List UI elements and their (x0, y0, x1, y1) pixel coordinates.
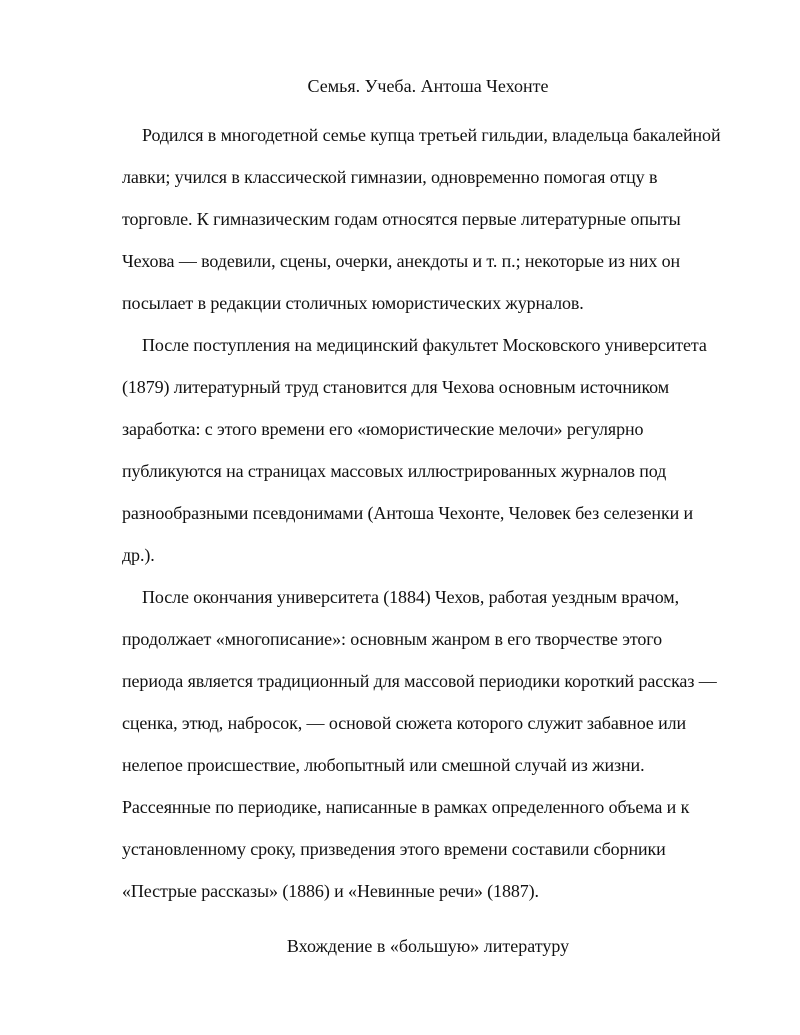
section-title-big-literature: Вхождение в «большую» литературу (286, 936, 570, 956)
section-body-family (122, 114, 747, 912)
paragraph-line: посылает в редакции столичных юмористических журналов. (122, 293, 584, 313)
section-title-family: Семья. Учеба. Антоша Чехонте (307, 76, 549, 96)
paragraph-line: установленному сроку, призведения этого времени составили сборники (122, 839, 666, 859)
paragraph-line: (1879) литературный труд становится для Чехова основным источником (122, 377, 670, 397)
paragraph-line: продолжает «многописание»: основным жанром в его творчестве этого (122, 629, 663, 649)
paragraph-line: После поступления на медицинский факультет Московского университета (142, 335, 707, 355)
paragraph-line: Чехова — водевили, сцены, очерки, анекдоты и т. п.; некоторые из них он (122, 251, 681, 271)
paragraph-line: лавки; учился в классической гимназии, одновременно помогая отцу в (122, 167, 658, 187)
paragraph-graduation (122, 576, 747, 912)
paragraph-line: торговле. К гимназическим годам относятся первые литературные опыты (122, 209, 681, 229)
paragraph-line: заработка: с этого времени его «юмористические мелочи» регулярно (122, 419, 644, 439)
paragraph-line: др.). (122, 545, 155, 565)
paragraph-line: Рассеянные по периодике, написанные в рамках определенного объема и к (122, 797, 690, 817)
paragraph-university (122, 324, 747, 576)
paragraph-line: нелепое происшествие, любопытный или смешной случай из жизни. (122, 755, 645, 775)
paragraph-line: периода является традиционный для массовой периодики короткий рассказ — (122, 671, 717, 691)
paragraph-line: После окончания университета (1884) Чехов, работая уездным врачом, (142, 587, 679, 607)
paragraph-line: «Пестрые рассказы» (1886) и «Невинные речи» (1887). (122, 881, 539, 901)
paragraph-line: Родился в многодетной семье купца третьей гильдии, владельца бакалейной (142, 125, 721, 145)
paragraph-line: публикуются на страницах массовых иллюстрированных журналов под (122, 461, 667, 481)
paragraph-line: сценка, этюд, набросок, — основой сюжета которого служит забавное или (122, 713, 687, 733)
paragraph-birth (122, 114, 747, 324)
paragraph-line: разнообразными псевдонимами (Антоша Чехонте, Человек без селезенки и (122, 503, 694, 523)
